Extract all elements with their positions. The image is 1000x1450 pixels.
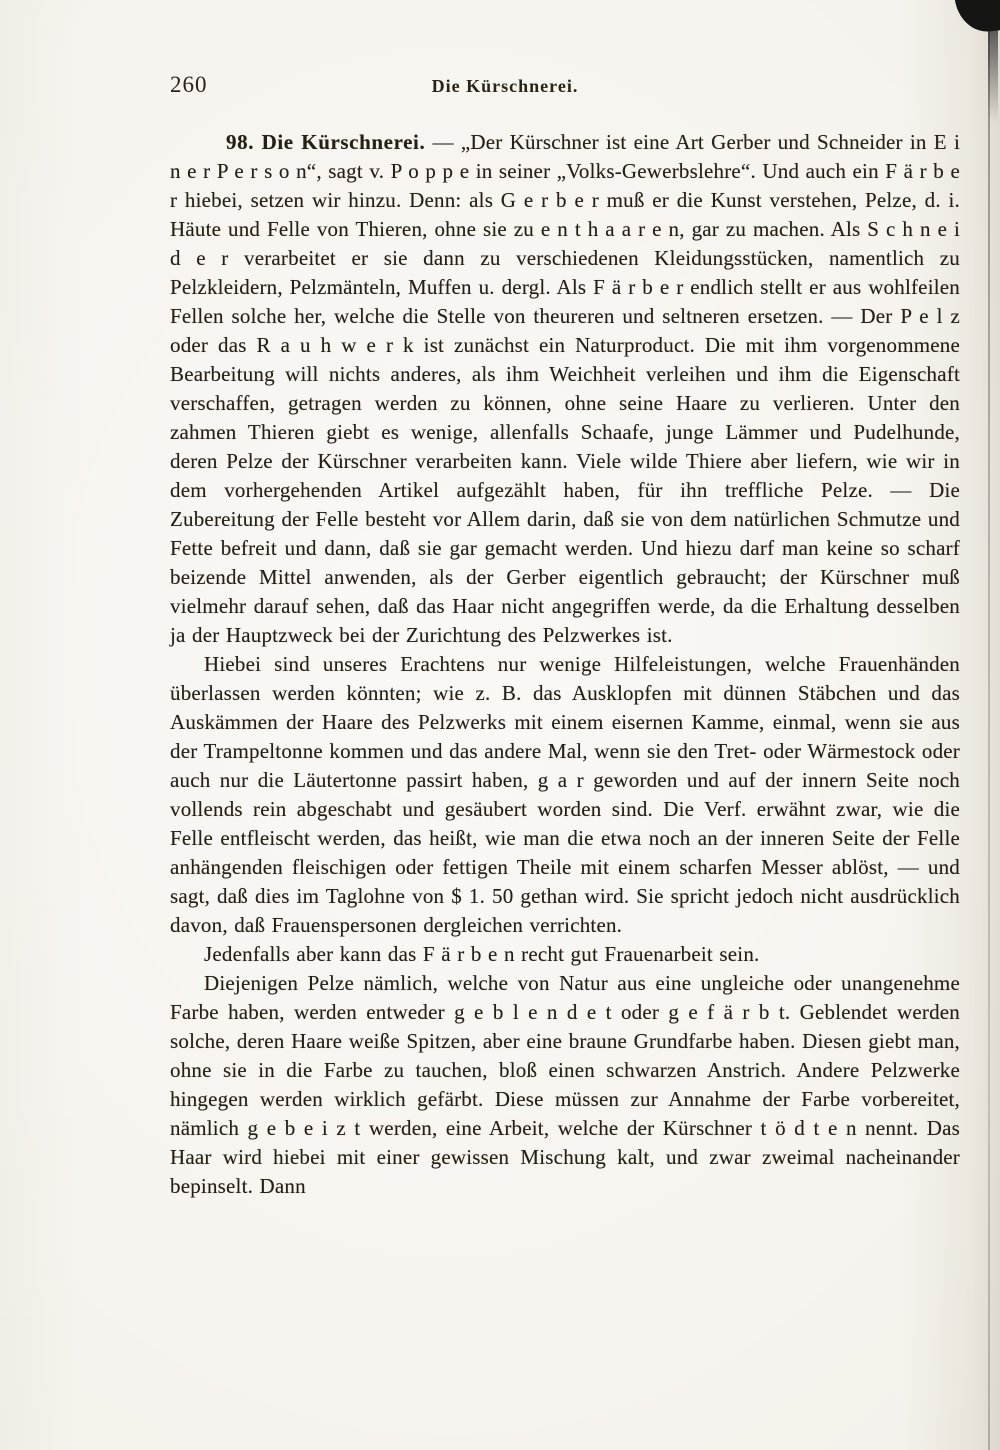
running-header: Die Kürschnerei. bbox=[431, 76, 579, 96]
paragraph-diejenigen-pelze: Diejenigen Pelze nämlich, welche von Natur aus eine ungleiche oder unangenehme Farbe haben, werden entweder g e b l e n d e t oder g e f ä r b t. Geblendet werden solche, deren Haare weiße Spitzen, aber eine braune Grundfarbe haben. Diesen giebt man, ohne sie in die Farbe zu tauchen, bloß einen schwarzen Anstrich. Andere Pelzwerke hingegen werden wirklich gefärbt. Diese müssen zur Annahme der Farbe vorbereitet, nämlich g e b e i z t werden, eine Arbeit, welche der Kürschner t ö d t e n nennt. Das Haar wird hiebei mit einer gewissen Mischung kalt, und zwar zweimal nacheinander bepinselt. Dann bbox=[170, 971, 960, 1198]
page-header bbox=[170, 72, 960, 102]
section-title: 98. Die Kürschnerei. bbox=[226, 130, 426, 154]
scan-artifact-corner bbox=[954, 0, 1000, 35]
paragraph-faerben: Jedenfalls aber kann das F ä r b e n recht gut Frauenarbeit sein. bbox=[204, 942, 760, 966]
paragraph-hilfeleistungen: Hiebei sind unseres Erachtens nur wenige Hilfeleistungen, welche Frauenhänden überlassen werden könnten; wie z. B. das Ausklopfen mit dünnen Stäbchen und das Auskämmen der Haare des Pelzwerks mit einem eisernen Kamme, einmal, wenn sie aus der Trampeltonne kommen und das andere Mal, wenn sie den Tret- oder Wärmestock oder auch nur die Läutertonne passirt haben, g a r geworden und auf der innern Seite noch vollends rein abgeschabt und gesäubert worden sind. Die Verf. erwähnt zwar, wie die Felle entfleischt werden, das heißt, wie man die etwa noch an der inneren Seite der Felle anhängenden fleischigen oder fettigen Theile mit einem scharfen Messer ablöst, — und sagt, daß dies im Taglohne von $ 1. 50 gethan wird. Sie spricht jedoch nicht ausdrücklich davon, daß Frauenspersonen dergleichen verrichten. bbox=[170, 652, 960, 937]
paragraph-intro-text: — „Der Kürschner ist eine Art Gerber und Schneider in E i n e r P e r s o n“, sagt v. P o p p e in seiner „Volks-Gewerbslehre“. Und auch ein F ä r b e r hiebei, setzen wir hinzu. Denn: als G e r b e r muß er die Kunst verstehen, Pelze, d. i. Häute und Felle von Thieren, ohne sie zu e n t h a a r e n, gar zu machen. Als S c h n e i d e r verarbeitet er sie dann zu verschiedenen Kleidungsstücken, namentlich zu Pelzkleidern, Pelzmänteln, Muffen u. dergl. Als F ä r b e r endlich stellt er aus wohlfeilen Fellen solche her, welche die Stelle von theureren und seltneren ersetzen. — Der P e l z oder das R a u h w e r k ist zunächst ein Naturproduct. Die mit ihm vorgenommene Bearbeitung will nichts anderes, als ihm Weichheit verleihen und ihm die Eigenschaft verschaffen, getragen werden zu können, ohne seine Haare zu verlieren. Unter den zahmen Thieren giebt es wenige, allenfalls Schaafe, junge Lämmer und Pudelhunde, deren Pelze der Kürschner verarbeiten kann. Viele wilde Thiere aber liefern, wie wir in dem vorhergehenden Artikel aufgezählt haben, für ihn treffliche Pelze. — Die Zubereitung der Felle besteht vor Allem darin, daß sie von dem natürlichen Schmutze und Fette befreit und dann, daß sie gar gemacht werden. Und hiezu darf man keine so scharf beizende Mittel anwenden, als der Gerber eigentlich gebraucht; der Kürschner muß vielmehr darauf sehen, daß das Haar nicht angegriffen werde, da die Erhaltung desselben ja der Hauptzweck bei der Zurichtung des Pelzwerkes ist. bbox=[170, 130, 960, 647]
page-edge-shadow bbox=[988, 0, 990, 1450]
body-text bbox=[170, 128, 960, 1201]
paragraph-intro bbox=[170, 128, 960, 650]
page-number: 260 bbox=[170, 72, 208, 97]
